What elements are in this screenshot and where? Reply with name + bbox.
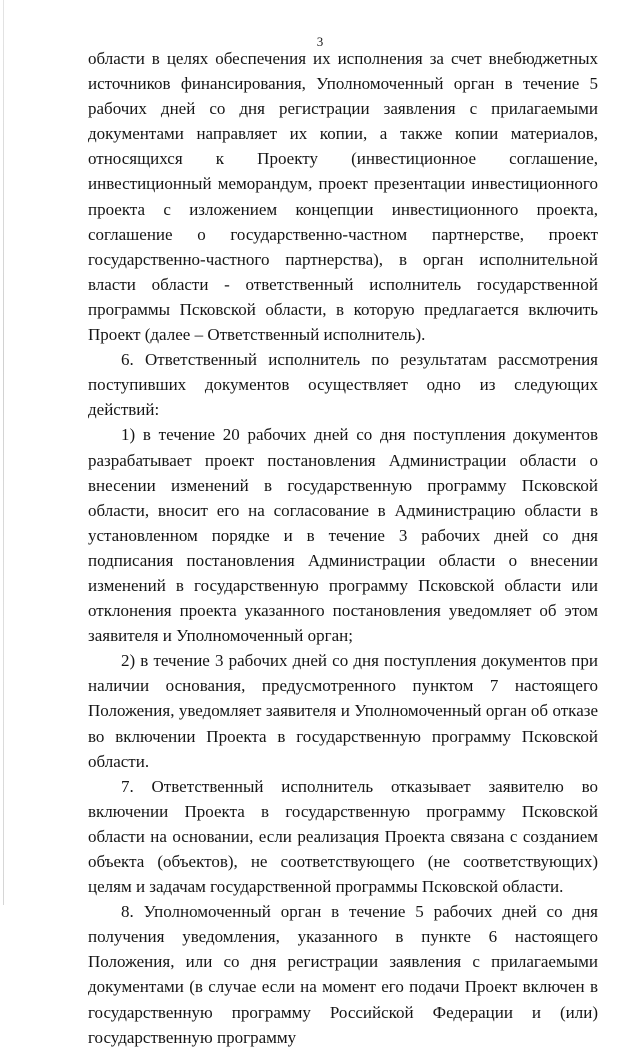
paragraph-item-7: 7. Ответственный исполнитель отказывает заявителю во включении Проекта в государственную программу Псковской области на основании, если реализация Проекта связана с созданием объекта (объектов), не соответствующего (не соответствующих) целям и задачам государственной программы Псковской области. bbox=[88, 776, 598, 897]
paragraph-subitem-1: 1) в течение 20 рабочих дней со дня поступления документов разрабатывает проект постановления Администрации области о внесении изменений в государственную программу Псковской области, вносит его на согласование в Администрацию области в установленном порядке и в течение 3 рабочих дней со дня подписания постановления Администрации области о внесении изменений в государственную программу Псковской области или отклонения проекта указанного постановления уведомляет об этом заявителя и Уполномоченный орган; bbox=[88, 425, 598, 646]
document-body bbox=[88, 46, 598, 1050]
page-number: 3 bbox=[316, 34, 324, 49]
scan-edge bbox=[3, 0, 4, 905]
paragraph-item-6: 6. Ответственный исполнитель по результатам рассмотрения поступивших документов осуществляет одно из следующих действий: bbox=[88, 350, 598, 420]
paragraph-item-8: 8. Уполномоченный орган в течение 5 рабочих дней со дня получения уведомления, указанного в пункте 6 настоящего Положения, или со дня регистрации заявления с прилагаемыми документами (в случае если на момент его подачи Проект включен в государственную программу Российской Федерации и (или) государственную программу bbox=[88, 902, 598, 1047]
paragraph-continuation: области в целях обеспечения их исполнения за счет внебюджетных источников финансирования, Уполномоченный орган в течение 5 рабочих дней со дня регистрации заявления с прилагаемыми документами направляет их копии, а также копии материалов, относящихся к Проекту (инвестиционное соглашение, инвестиционный меморандум, проект презентации инвестиционного проекта с изложением концепции инвестиционного проекта, соглашение о государственно-частном партнерстве, проект государственно-частного партнерства), в орган исполнительной власти области - ответственный исполнитель государственной программы Псковской области, в которую предлагается включить Проект (далее – Ответственный исполнитель). bbox=[88, 49, 598, 345]
paragraph-subitem-2: 2) в течение 3 рабочих дней со дня поступления документов при наличии основания, предусмотренного пунктом 7 настоящего Положения, уведомляет заявителя и Уполномоченный орган об отказе во включении Проекта в государственную программу Псковской области. bbox=[88, 651, 598, 771]
